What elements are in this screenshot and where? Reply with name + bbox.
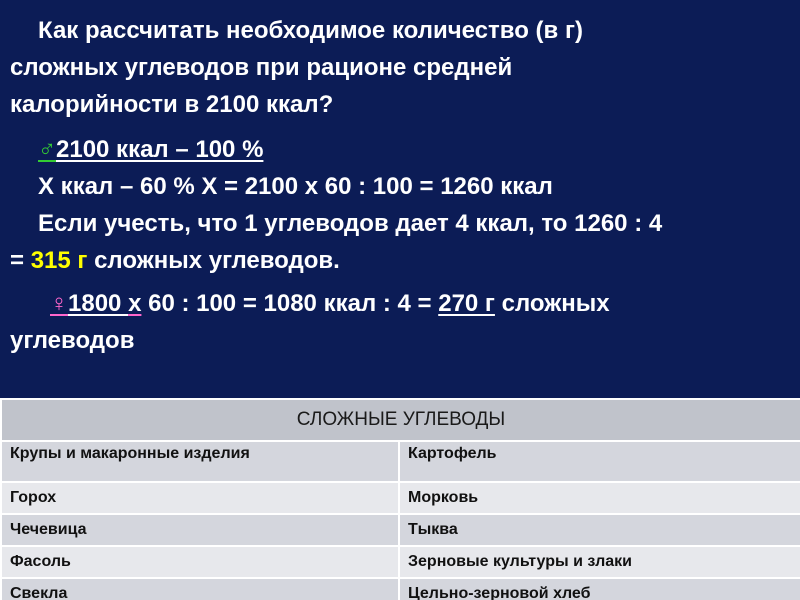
carbs-table-wrap — [0, 398, 800, 600]
question-line-2: сложных углеводов при рационе средней — [10, 54, 513, 81]
table-cell: Цельно-зерновой хлеб — [399, 578, 800, 600]
table-row — [1, 578, 800, 600]
female-calc-line-1 — [10, 285, 792, 322]
female-calc-part-2: х — [128, 290, 142, 317]
male-calc-proportion: 2100 ккал – 100 % — [56, 136, 264, 163]
table-cell: Свекла — [1, 578, 399, 600]
table-cell: Картофель — [399, 441, 800, 482]
complex-carbs-table — [0, 398, 800, 600]
male-result-highlight: 315 г — [30, 247, 88, 274]
female-symbol-icon: ♀ — [50, 290, 68, 317]
male-calc-line-4: = 315 г сложных углеводов. — [10, 247, 340, 274]
table-row — [1, 514, 800, 546]
male-calc-line-3: Если учесть, что 1 углеводов дает 4 ккал, то 1260 : 4 — [38, 210, 663, 237]
female-calc-result: 270 г — [438, 290, 495, 317]
table-cell: Горох — [1, 482, 399, 514]
table-cell: Крупы и макаронные изделия — [1, 441, 399, 482]
female-calc-line-2: углеводов — [10, 327, 135, 354]
text-block — [10, 12, 792, 359]
table-row — [1, 482, 800, 514]
table-header: СЛОЖНЫЕ УГЛЕВОДЫ — [1, 399, 800, 441]
male-calc-line-1 — [10, 131, 792, 168]
table-row — [1, 441, 800, 482]
table-cell: Морковь — [399, 482, 800, 514]
table-cell: Тыква — [399, 514, 800, 546]
female-calc-part-1: 1800 — [68, 290, 129, 317]
table-cell: Фасоль — [1, 546, 399, 578]
table-cell: Чечевица — [1, 514, 399, 546]
male-calc-line-2: Х ккал – 60 % Х = 2100 х 60 : 100 = 1260 ккал — [38, 173, 553, 200]
male-symbol-icon: ♂ — [38, 136, 56, 163]
table-row — [1, 546, 800, 578]
question-line-1: Как рассчитать необходимое количество (в г) — [38, 17, 583, 44]
question-line-3: калорийности в 2100 ккал? — [10, 91, 334, 118]
female-calc-part-5: сложных — [494, 290, 610, 317]
table-cell: Зерновые культуры и злаки — [399, 546, 800, 578]
female-calc-part-3: 60 : 100 = 1080 ккал : 4 = — [141, 290, 439, 317]
